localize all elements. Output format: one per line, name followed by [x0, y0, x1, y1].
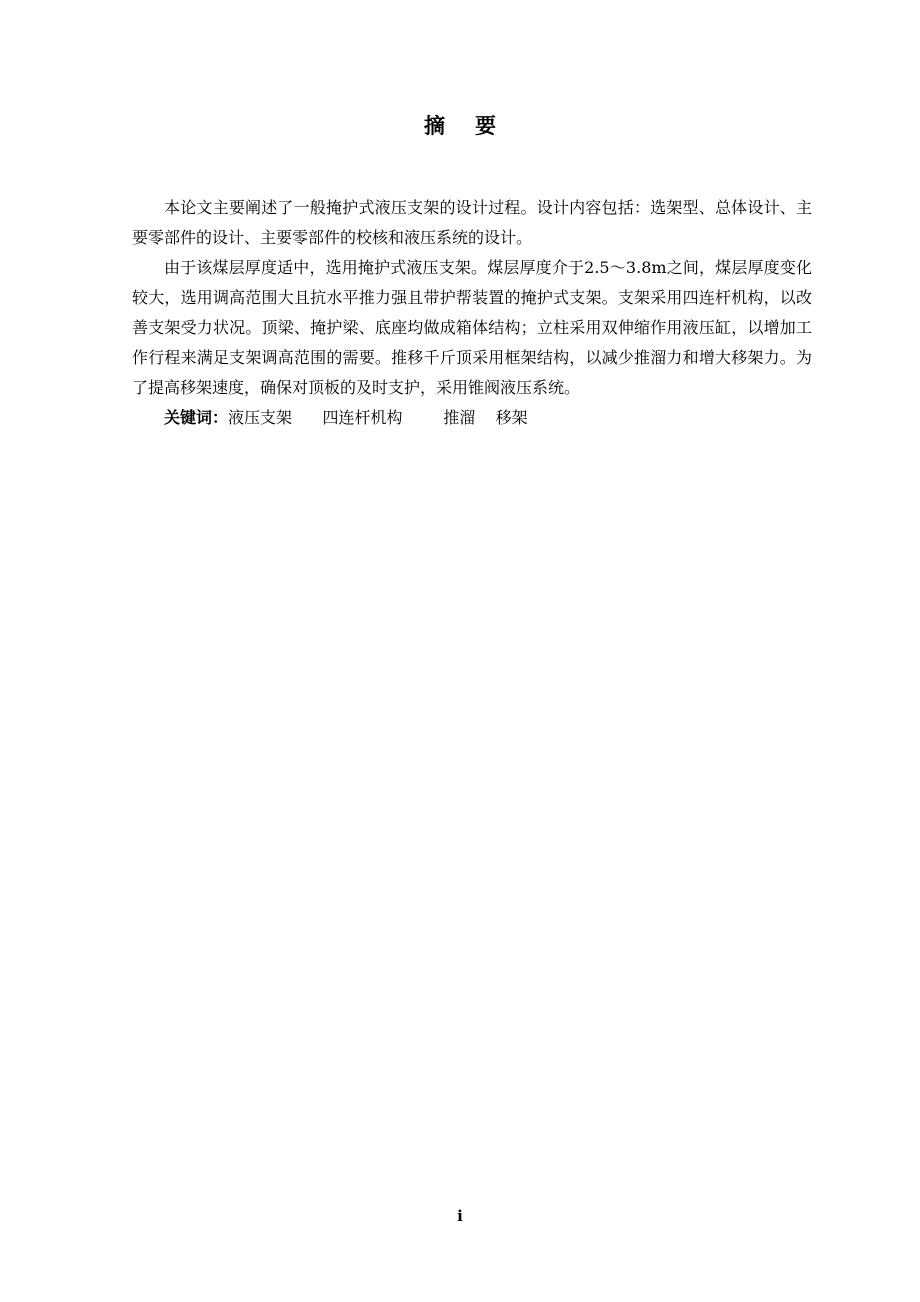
- keywords-line: [132, 403, 812, 433]
- keyword-2: 四连杆机构: [322, 408, 403, 427]
- keywords-label: 关键词：: [164, 408, 229, 427]
- abstract-title: 摘要: [424, 114, 526, 138]
- keyword-4: 移架: [495, 408, 528, 427]
- abstract-paragraph-2: 由于该煤层厚度适中，选用掩护式液压支架。煤层厚度介于2.5～3.8m之间，煤层厚度变化较大，选用调高范围大且抗水平推力强且带护帮装置的掩护式支架。支架采用四连杆机构，以改善支架受力状况。顶梁、掩护梁、底座均做成箱体结构；立柱采用双伸缩作用液压缸，以增加工作行程来满足支架调高范围的需要。推移千斤顶采用框架结构，以减少推溜力和增大移架力。为了提高移架速度，确保对顶板的及时支护，采用锥阀液压系统。: [132, 258, 812, 397]
- abstract-body: [132, 193, 812, 433]
- keyword-1: 液压支架: [228, 408, 293, 427]
- keyword-3: 推溜: [443, 408, 476, 427]
- page-number: i: [457, 1207, 463, 1225]
- abstract-paragraph-1: 本论文主要阐述了一般掩护式液压支架的设计过程。设计内容包括：选架型、总体设计、主要零部件的设计、主要零部件的校核和液压系统的设计。: [132, 198, 812, 247]
